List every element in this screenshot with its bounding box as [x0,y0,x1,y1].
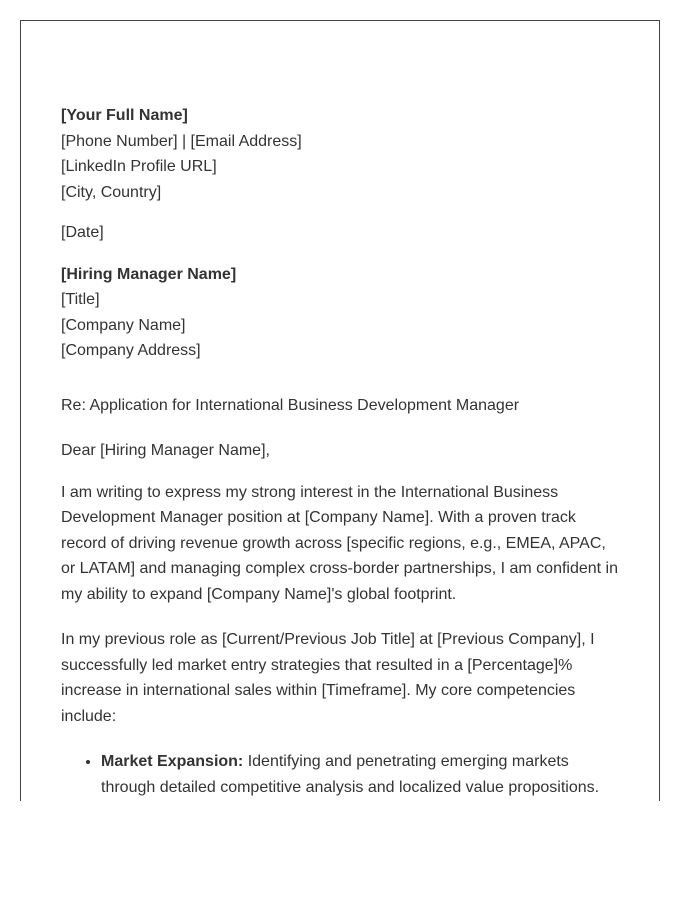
recipient-name: [Hiring Manager Name] [61,265,237,283]
subject-line: Re: Application for International Business Development Manager [61,396,520,414]
recipient-company: [Company Name] [61,316,186,334]
recipient-title: [Title] [61,291,100,308]
sender-linkedin: [LinkedIn Profile URL] [61,158,217,175]
sender-contact: [Phone Number] | [Email Address] [61,132,302,150]
list-item [101,749,621,800]
sender-location: [City, Country] [61,183,162,201]
body-paragraph-2: In my previous role as [Current/Previous Job Title] at [Previous Company], I successfully led market entry strategies that resulted in a [Percentage]% increase in international sales within [Timeframe]. My core competencies include: [61,631,595,725]
salutation: Dear [Hiring Manager Name], [61,442,270,459]
letter-date: [Date] [61,224,104,241]
recipient-address: [Company Address] [61,342,201,359]
competency-text: Identifying and penetrating emerging markets through detailed competitive analysis and localized value propositions. [101,753,600,796]
sender-block [61,103,621,205]
recipient-block [61,262,621,364]
letter-content [61,103,621,800]
letter-page [20,20,660,801]
competencies-list [61,749,621,800]
sender-name: [Your Full Name] [61,107,188,124]
competency-label: Market Expansion: [101,753,244,770]
body-paragraph-1: I am writing to express my strong interest in the International Business Development Manager position at [Company Name]. With a proven track record of driving revenue growth across [specific regions, e.g., EMEA, APAC, or LATAM] and managing complex cross-border partnerships, I am confident in my ability to expand [Company Name]'s global footprint. [61,483,618,603]
